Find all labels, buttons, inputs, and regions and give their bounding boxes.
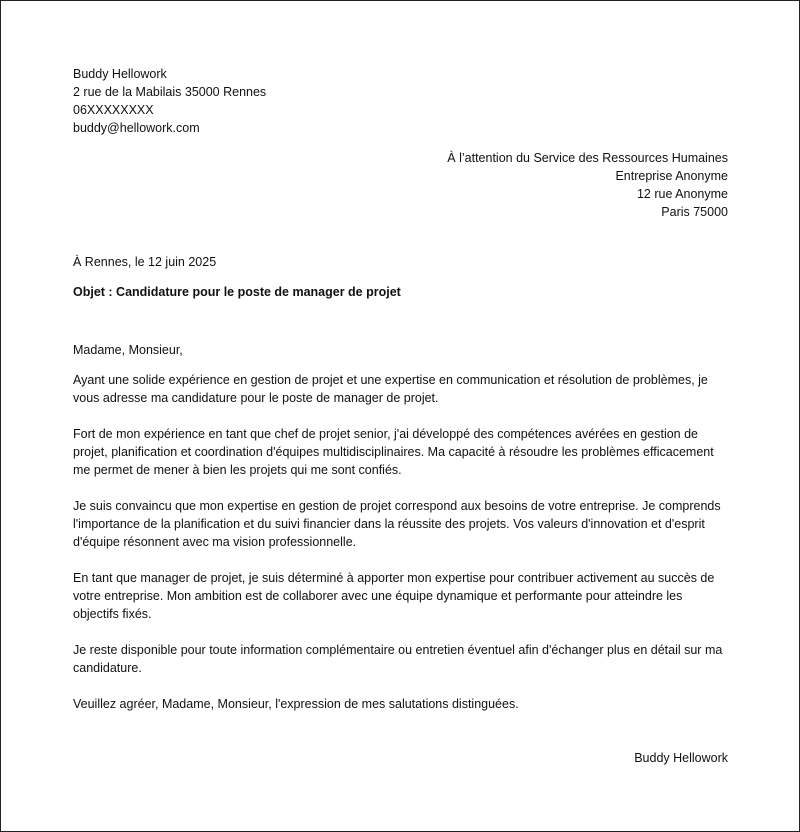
recipient-street: 12 rue Anonyme <box>636 187 728 201</box>
paragraph-5: Je reste disponible pour toute information complémentaire ou entretien éventuel afin d'échanger plus en détail sur ma candidature. <box>73 643 723 675</box>
recipient-block <box>73 149 728 221</box>
sender-email: buddy@hellowork.com <box>73 121 200 135</box>
paragraph-2: Fort de mon expérience en tant que chef de projet senior, j'ai développé des compétences avérées en gestion de projet, planification et coordination d'équipes multidisciplinaires. Ma capacité à résoudre les problèmes efficacement me permet de mener à bien les projets qui me sont confiés. <box>73 427 714 477</box>
sender-address: 2 rue de la Mabilais 35000 Rennes <box>73 85 267 99</box>
sender-name: Buddy Hellowork <box>73 67 167 81</box>
paragraph-3: Je suis convaincu que mon expertise en gestion de projet correspond aux besoins de votre entreprise. Je comprends l'importance de la planification et du suivi financier dans la réussite des projets. Vos valeurs d'innovation et d'esprit d'équipe résonnent avec ma vision professionnelle. <box>73 499 721 549</box>
date-line: À Rennes, le 12 juin 2025 <box>73 255 217 269</box>
recipient-company: Entreprise Anonyme <box>615 169 728 183</box>
sender-block <box>73 65 728 137</box>
subject-line: Objet : Candidature pour le poste de manager de projet <box>73 285 401 299</box>
sender-phone: 06XXXXXXXX <box>73 103 154 117</box>
paragraph-4: En tant que manager de projet, je suis déterminé à apporter mon expertise pour contribuer activement au succès de votre entreprise. Mon ambition est de collaborer avec une équipe dynamique et performante pour atteindre les objectifs fixés. <box>73 571 715 621</box>
signature: Buddy Hellowork <box>634 751 728 765</box>
salutation: Madame, Monsieur, <box>73 343 183 357</box>
letter-content <box>73 65 728 767</box>
paragraph-1: Ayant une solide expérience en gestion de projet et une expertise en communication et résolution de problèmes, je vous adresse ma candidature pour le poste de manager de projet. <box>73 373 708 405</box>
closing-paragraph: Veuillez agréer, Madame, Monsieur, l'expression de mes salutations distinguées. <box>73 697 519 711</box>
recipient-city: Paris 75000 <box>661 205 728 219</box>
recipient-attention: À l’attention du Service des Ressources Humaines <box>447 151 728 165</box>
